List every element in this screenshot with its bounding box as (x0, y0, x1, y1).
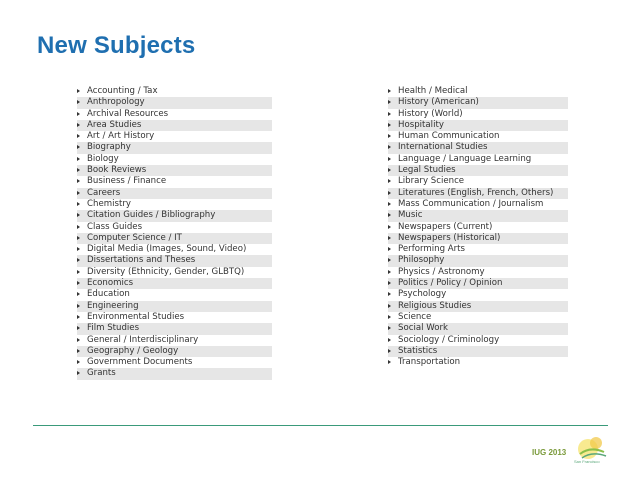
subject-label: Dissertations and Theses (87, 255, 196, 266)
subject-label: Diversity (Ethnicity, Gender, GLBTQ) (87, 266, 245, 277)
subject-label: Economics (87, 278, 134, 289)
conference-logo (510, 432, 610, 470)
triangle-right-icon (77, 157, 80, 161)
subject-link[interactable] (77, 97, 272, 108)
triangle-right-icon (388, 270, 391, 274)
triangle-right-icon (77, 168, 80, 172)
subject-label: Politics / Policy / Opinion (398, 278, 503, 289)
triangle-right-icon (77, 213, 80, 217)
subject-link[interactable] (77, 244, 272, 255)
triangle-right-icon (388, 179, 391, 183)
subject-label: History (World) (398, 108, 463, 119)
triangle-right-icon (77, 371, 80, 375)
subject-link[interactable] (388, 97, 568, 108)
subject-label: Philosophy (398, 255, 445, 266)
subject-label: Human Communication (398, 131, 500, 142)
subject-link[interactable] (77, 233, 272, 244)
subject-label: Geography / Geology (87, 345, 179, 356)
triangle-right-icon (388, 236, 391, 240)
subject-label: Religious Studies (398, 300, 472, 311)
subject-link[interactable] (388, 188, 568, 199)
triangle-right-icon (77, 360, 80, 364)
subject-link[interactable] (388, 335, 568, 346)
triangle-right-icon (77, 281, 80, 285)
subject-link[interactable] (388, 357, 568, 368)
subject-link[interactable] (388, 244, 568, 255)
subject-label: History (American) (398, 97, 479, 108)
subject-link[interactable] (388, 222, 568, 233)
subject-label: Accounting / Tax (87, 86, 158, 96)
subject-label: Education (87, 289, 130, 300)
subject-link[interactable] (388, 210, 568, 221)
triangle-right-icon (77, 100, 80, 104)
subject-label: Newspapers (Current) (398, 221, 493, 232)
triangle-right-icon (77, 145, 80, 149)
logo-emblem-icon (578, 437, 606, 459)
subject-label: Biology (87, 153, 119, 164)
subject-label: Biography (87, 142, 131, 153)
subject-link[interactable] (77, 278, 272, 289)
subject-link[interactable] (388, 109, 568, 120)
triangle-right-icon (77, 191, 80, 195)
subject-link[interactable] (77, 210, 272, 221)
subject-link[interactable] (388, 267, 568, 278)
triangle-right-icon (388, 202, 391, 206)
subject-label: Mass Communication / Journalism (398, 198, 544, 209)
subject-label: Physics / Astronomy (398, 266, 485, 277)
subject-label: Business / Finance (87, 176, 167, 187)
subject-link[interactable] (77, 176, 272, 187)
subject-label: Computer Science / IT (87, 232, 182, 243)
subject-link[interactable] (77, 312, 272, 323)
subject-label: Careers (87, 187, 121, 198)
subject-label: Archival Resources (87, 108, 169, 119)
triangle-right-icon (388, 112, 391, 116)
subject-label: Psychology (398, 289, 447, 300)
triangle-right-icon (388, 145, 391, 149)
triangle-right-icon (388, 134, 391, 138)
triangle-right-icon (388, 360, 391, 364)
triangle-right-icon (388, 191, 391, 195)
subject-link[interactable] (388, 154, 568, 165)
subject-link[interactable] (388, 323, 568, 334)
subject-link[interactable] (77, 346, 272, 357)
subject-label: Government Documents (87, 357, 193, 368)
triangle-right-icon (77, 123, 80, 127)
subject-link[interactable] (77, 154, 272, 165)
subject-label: Anthropology (87, 97, 145, 108)
subject-link[interactable] (77, 301, 272, 312)
subject-link[interactable] (388, 142, 568, 153)
subject-link[interactable] (77, 86, 272, 97)
subject-label: Grants (87, 368, 116, 379)
subject-link[interactable] (388, 176, 568, 187)
subject-label: Transportation (398, 357, 461, 368)
subject-link[interactable] (77, 267, 272, 278)
subject-label: Film Studies (87, 323, 140, 334)
triangle-right-icon (77, 315, 80, 319)
triangle-right-icon (77, 292, 80, 296)
subject-label: Area Studies (87, 119, 142, 130)
subject-label: Performing Arts (398, 244, 466, 255)
subject-label: Engineering (87, 300, 139, 311)
subject-label: Statistics (398, 345, 438, 356)
subject-link[interactable] (388, 199, 568, 210)
subject-label: Language / Language Learning (398, 153, 532, 164)
triangle-right-icon (77, 112, 80, 116)
subject-list-left (77, 86, 272, 380)
subject-label: International Studies (398, 142, 488, 153)
footer-divider (33, 425, 608, 426)
subject-link[interactable] (77, 357, 272, 368)
subject-label: Legal Studies (398, 165, 456, 176)
subject-label: Newspapers (Historical) (398, 232, 501, 243)
subject-label: Citation Guides / Bibliography (87, 210, 216, 221)
subject-label: Music (398, 210, 423, 221)
subject-link[interactable] (77, 255, 272, 266)
triangle-right-icon (388, 213, 391, 217)
triangle-right-icon (388, 89, 391, 93)
subject-label: Art / Art History (87, 131, 155, 142)
triangle-right-icon (388, 157, 391, 161)
subject-link[interactable] (77, 289, 272, 300)
subject-label: Digital Media (Images, Sound, Video) (87, 244, 247, 255)
subject-label: Library Science (398, 176, 465, 187)
subject-link[interactable] (388, 289, 568, 300)
subject-link[interactable] (77, 120, 272, 131)
triangle-right-icon (77, 304, 80, 308)
subject-link[interactable] (388, 312, 568, 323)
subject-link[interactable] (388, 301, 568, 312)
triangle-right-icon (388, 315, 391, 319)
subject-link[interactable] (77, 323, 272, 334)
triangle-right-icon (77, 258, 80, 262)
triangle-right-icon (77, 326, 80, 330)
subject-link[interactable] (77, 188, 272, 199)
subject-link[interactable] (388, 86, 568, 97)
triangle-right-icon (388, 338, 391, 342)
triangle-right-icon (388, 123, 391, 127)
subject-link[interactable] (77, 165, 272, 176)
triangle-right-icon (77, 236, 80, 240)
triangle-right-icon (77, 134, 80, 138)
subject-link[interactable] (77, 368, 272, 379)
subject-label: Chemistry (87, 198, 131, 209)
triangle-right-icon (77, 89, 80, 93)
subject-label: Hospitality (398, 119, 444, 130)
logo-subtext: San Francisco (574, 459, 600, 464)
triangle-right-icon (388, 292, 391, 296)
subject-link[interactable] (388, 165, 568, 176)
slide-title: New Subjects (37, 32, 196, 59)
triangle-right-icon (77, 270, 80, 274)
triangle-right-icon (388, 326, 391, 330)
logo-text: IUG 2013 (532, 448, 567, 457)
triangle-right-icon (77, 349, 80, 353)
subject-list-right (388, 86, 568, 368)
subject-link[interactable] (77, 131, 272, 142)
subject-label: Health / Medical (398, 86, 468, 96)
subject-link[interactable] (77, 109, 272, 120)
triangle-right-icon (388, 100, 391, 104)
subject-link[interactable] (77, 335, 272, 346)
subject-link[interactable] (388, 233, 568, 244)
triangle-right-icon (388, 258, 391, 262)
subject-label: General / Interdisciplinary (87, 334, 199, 345)
subject-label: Sociology / Criminology (398, 334, 500, 345)
subject-link[interactable] (77, 222, 272, 233)
subject-label: Science (398, 311, 432, 322)
subject-link[interactable] (77, 142, 272, 153)
triangle-right-icon (388, 168, 391, 172)
triangle-right-icon (77, 202, 80, 206)
triangle-right-icon (77, 179, 80, 183)
subject-label: Environmental Studies (87, 311, 185, 322)
subject-link[interactable] (388, 278, 568, 289)
subject-label: Social Work (398, 323, 448, 334)
triangle-right-icon (388, 225, 391, 229)
triangle-right-icon (77, 247, 80, 251)
triangle-right-icon (77, 225, 80, 229)
subject-label: Class Guides (87, 221, 143, 232)
triangle-right-icon (77, 338, 80, 342)
triangle-right-icon (388, 281, 391, 285)
triangle-right-icon (388, 304, 391, 308)
subject-label: Literatures (English, French, Others) (398, 187, 554, 198)
subject-link[interactable] (388, 120, 568, 131)
subject-link[interactable] (388, 346, 568, 357)
subject-link[interactable] (77, 199, 272, 210)
subject-link[interactable] (388, 131, 568, 142)
subject-link[interactable] (388, 255, 568, 266)
subject-label: Book Reviews (87, 165, 147, 176)
triangle-right-icon (388, 349, 391, 353)
triangle-right-icon (388, 247, 391, 251)
